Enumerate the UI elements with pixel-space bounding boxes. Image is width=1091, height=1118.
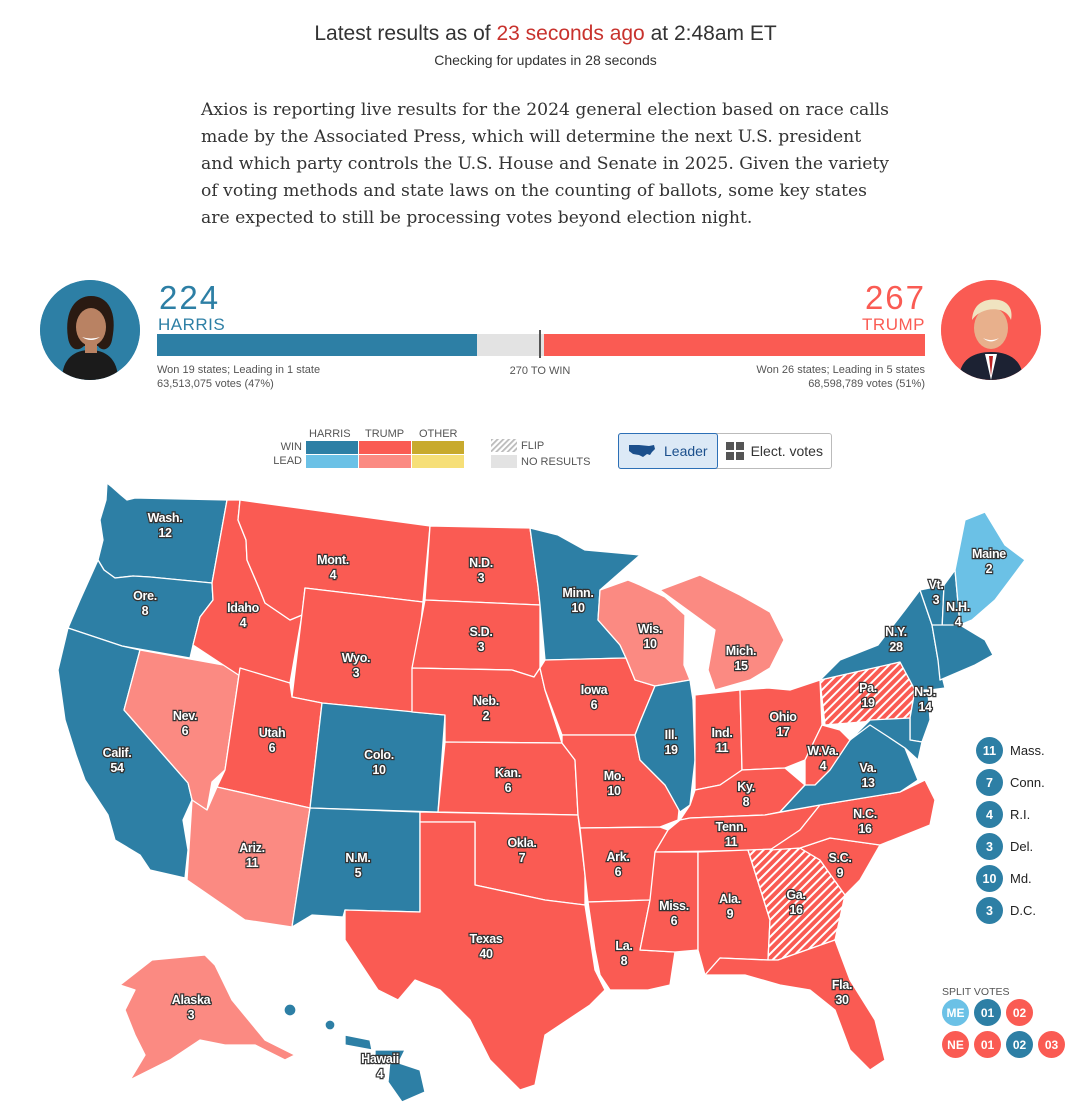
dc-ev-badge: 3 xyxy=(976,897,1003,924)
sd-ev: 3 xyxy=(477,640,485,654)
ga-label: Ga. xyxy=(786,888,806,902)
co-label: Colo. xyxy=(364,748,394,762)
ak-ev: 3 xyxy=(187,1008,195,1022)
harris-states-summary: Won 19 states; Leading in 1 state xyxy=(157,364,321,376)
ak-label: Alaska xyxy=(171,993,211,1007)
legend-col-trump: TRUMP xyxy=(365,428,405,440)
wv-label: W.Va. xyxy=(807,744,839,758)
split-me-state[interactable]: ME xyxy=(942,999,969,1026)
trump-ev-count: 267 xyxy=(864,279,926,316)
nm-ev: 5 xyxy=(354,866,362,880)
split-ne-district-1[interactable]: 01 xyxy=(974,1031,1001,1058)
mi-label: Mich. xyxy=(725,644,757,658)
wi-ev: 10 xyxy=(643,637,657,651)
small-state-ct[interactable] xyxy=(976,769,1045,796)
id-ev: 4 xyxy=(239,616,247,630)
ny-label: N.Y. xyxy=(885,625,907,639)
mt-ev: 4 xyxy=(329,568,337,582)
tn-ev: 11 xyxy=(724,835,738,849)
tx-ev: 40 xyxy=(479,947,493,961)
ia-label: Iowa xyxy=(580,683,608,697)
split-ne-state[interactable]: NE xyxy=(942,1031,969,1058)
me-label: Maine xyxy=(972,547,1006,561)
id-label: Idaho xyxy=(227,601,259,615)
il-label: Ill. xyxy=(664,728,678,742)
ny-ev: 28 xyxy=(889,640,903,654)
vt-label: Vt. xyxy=(928,578,944,592)
dc-label: D.C. xyxy=(1010,903,1036,918)
harris-ev-count: 224 xyxy=(159,279,221,316)
split-ne-district-3[interactable]: 03 xyxy=(1038,1031,1065,1058)
mo-ev: 10 xyxy=(607,784,621,798)
trump-popular-vote: 68,598,789 votes (51%) xyxy=(808,378,925,390)
nj-label: N.J. xyxy=(914,685,936,699)
ca-label: Calif. xyxy=(102,746,132,760)
ma-ev-badge: 11 xyxy=(976,737,1003,764)
va-label: Va. xyxy=(859,761,877,775)
nc-ev: 16 xyxy=(858,822,872,836)
legend-flip: FLIP xyxy=(521,440,545,452)
hi-ev: 4 xyxy=(376,1067,384,1081)
ct-label: Conn. xyxy=(1010,775,1045,790)
az-label: Ariz. xyxy=(239,841,265,855)
nm-label: N.M. xyxy=(345,851,371,865)
leader-label: Leader xyxy=(664,443,708,459)
state-hi[interactable] xyxy=(284,1004,425,1102)
ok-ev: 7 xyxy=(518,851,526,865)
split-ne-district-2[interactable]: 02 xyxy=(1006,1031,1033,1058)
legend-no-results: NO RESULTS xyxy=(521,456,591,468)
ks-ev: 6 xyxy=(504,781,512,795)
ut-ev: 6 xyxy=(268,741,276,755)
tx-label: Texas xyxy=(469,932,503,946)
ky-ev: 8 xyxy=(742,795,750,809)
trump-states-summary: Won 26 states; Leading in 5 states xyxy=(756,364,925,376)
split-me-district-2[interactable]: 02 xyxy=(1006,999,1033,1026)
legend-col-other: OTHER xyxy=(419,428,458,440)
mn-ev: 10 xyxy=(571,601,585,615)
az-ev: 11 xyxy=(245,856,259,870)
md-label: Md. xyxy=(1010,871,1032,886)
in-ev: 11 xyxy=(715,741,729,755)
co-ev: 10 xyxy=(372,763,386,777)
tn-label: Tenn. xyxy=(715,820,747,834)
fl-label: Fla. xyxy=(831,978,853,992)
wa-ev: 12 xyxy=(158,526,172,540)
latest-ago: 23 seconds ago xyxy=(496,22,645,45)
split-votes-title: SPLIT VOTES xyxy=(942,986,1010,998)
wy-ev: 3 xyxy=(352,666,360,680)
latest-prefix: Latest results as of xyxy=(314,22,491,45)
ma-label: Mass. xyxy=(1010,743,1045,758)
de-ev-badge: 3 xyxy=(976,833,1003,860)
ne-label: Neb. xyxy=(473,694,499,708)
il-ev: 19 xyxy=(664,743,678,757)
mi-ev: 15 xyxy=(734,659,748,673)
ky-label: Ky. xyxy=(737,780,755,794)
al-ev: 9 xyxy=(726,907,734,921)
svg-text:N.J.14 xyxy=(914,685,936,714)
oh-label: Ohio xyxy=(769,710,797,724)
legend-row-lead: LEAD xyxy=(273,455,302,467)
small-state-ri[interactable] xyxy=(976,801,1030,828)
state-ak[interactable] xyxy=(120,955,295,1080)
trump-name: TRUMP xyxy=(862,315,925,334)
state-fl[interactable] xyxy=(705,940,885,1070)
sd-label: S.D. xyxy=(469,625,493,639)
legend-col-harris: HARRIS xyxy=(309,428,351,440)
electoral-label: Elect. votes xyxy=(750,443,823,459)
harris-name: HARRIS xyxy=(158,315,226,334)
ut-label: Utah xyxy=(258,726,286,740)
in-label: Ind. xyxy=(711,726,733,740)
or-ev: 8 xyxy=(141,604,149,618)
nh-label: N.H. xyxy=(946,600,970,614)
nv-ev: 6 xyxy=(181,724,189,738)
ga-ev: 16 xyxy=(789,903,803,917)
la-label: La. xyxy=(615,939,633,953)
ks-label: Kan. xyxy=(495,766,521,780)
or-label: Ore. xyxy=(133,589,157,603)
intro-paragraph: Axios is reporting live results for the 2024 general election based on race calls made by the Associated Press, which will determine the next U.S. president and which party controls the U.S. House and Senate in 2025. Given the variety of voting methods and state laws on the counting of ballots, some key states are expected to still be processing votes beyond election night. xyxy=(201,100,890,228)
wi-label: Wis. xyxy=(637,622,663,636)
ca-ev: 54 xyxy=(110,761,124,775)
svg-text:Pa.19 xyxy=(859,681,877,710)
sc-label: S.C. xyxy=(828,851,852,865)
state-wy[interactable] xyxy=(292,588,423,712)
fl-ev: 30 xyxy=(835,993,849,1007)
wa-label: Wash. xyxy=(147,511,183,525)
wy-label: Wyo. xyxy=(341,651,371,665)
nd-ev: 3 xyxy=(477,571,485,585)
ri-ev-badge: 4 xyxy=(976,801,1003,828)
pa-label: Pa. xyxy=(859,681,877,695)
oh-ev: 17 xyxy=(776,725,790,739)
to-win-label: 270 TO WIN xyxy=(509,365,571,377)
mn-label: Minn. xyxy=(562,586,594,600)
md-ev-badge: 10 xyxy=(976,865,1003,892)
svg-text:Ill.19 xyxy=(664,728,678,757)
small-state-de[interactable] xyxy=(976,833,1033,860)
pa-ev: 19 xyxy=(861,696,875,710)
nc-label: N.C. xyxy=(853,807,877,821)
small-state-ma[interactable] xyxy=(976,737,1045,764)
mo-label: Mo. xyxy=(603,769,625,783)
ms-ev: 6 xyxy=(670,914,678,928)
small-state-md[interactable] xyxy=(976,865,1032,892)
nd-label: N.D. xyxy=(469,556,493,570)
nv-label: Nev. xyxy=(172,709,198,723)
va-ev: 13 xyxy=(861,776,875,790)
sc-ev: 9 xyxy=(836,866,844,880)
ia-ev: 6 xyxy=(590,698,598,712)
svg-text:Va.13 xyxy=(859,761,876,790)
nh-ev: 4 xyxy=(954,615,962,629)
harris-popular-vote: 63,513,075 votes (47%) xyxy=(157,378,274,390)
ar-label: Ark. xyxy=(606,850,630,864)
al-label: Ala. xyxy=(719,892,741,906)
ok-label: Okla. xyxy=(507,836,537,850)
ri-label: R.I. xyxy=(1010,807,1031,822)
update-countdown: Checking for updates in 28 seconds xyxy=(434,52,657,68)
wv-ev: 4 xyxy=(819,759,827,773)
latest-time: at 2:48am ET xyxy=(650,22,777,45)
split-me-district-1[interactable]: 01 xyxy=(974,999,1001,1026)
ar-ev: 6 xyxy=(614,865,622,879)
ct-ev-badge: 7 xyxy=(976,769,1003,796)
ne-ev: 2 xyxy=(482,709,490,723)
ms-label: Miss. xyxy=(659,899,689,913)
nj-ev: 14 xyxy=(918,700,932,714)
state-ma-ct-ri[interactable] xyxy=(932,625,993,680)
mt-label: Mont. xyxy=(317,553,349,567)
de-label: Del. xyxy=(1010,839,1034,854)
la-ev: 8 xyxy=(620,954,628,968)
small-state-dc[interactable] xyxy=(976,897,1036,924)
hi-label: Hawaii xyxy=(361,1052,399,1066)
vt-ev: 3 xyxy=(932,593,940,607)
me-ev: 2 xyxy=(985,562,993,576)
legend-row-win: WIN xyxy=(280,441,302,453)
